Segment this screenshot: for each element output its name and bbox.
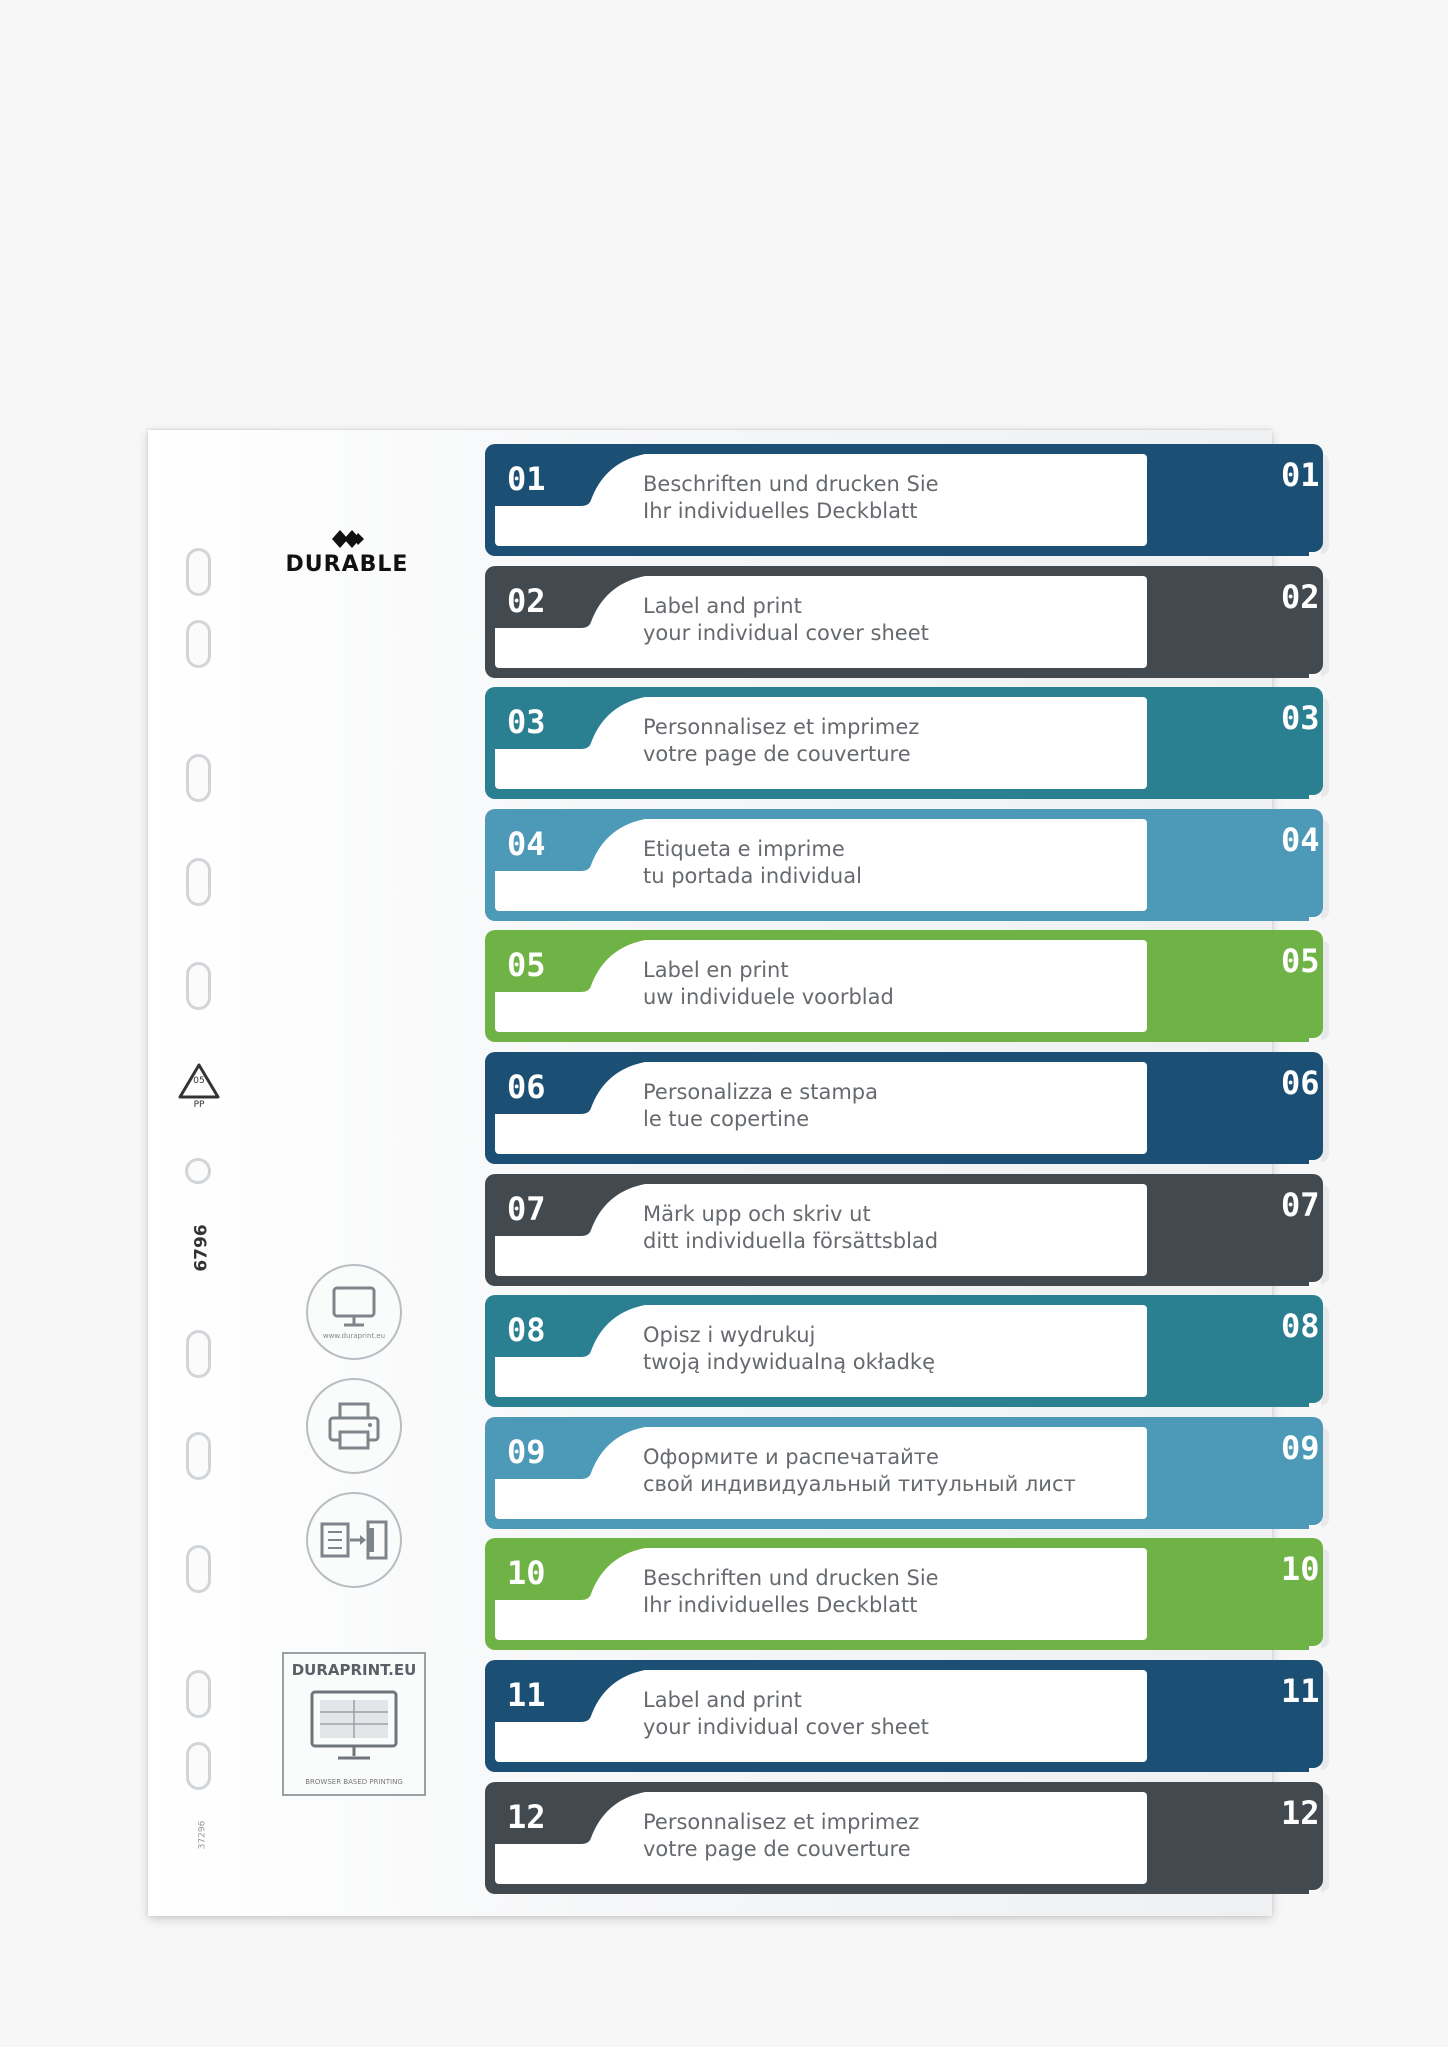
tab-text-line1: Personalizza e stampa bbox=[643, 1080, 878, 1104]
tab-text-line1: Personnalisez et imprimez bbox=[643, 715, 920, 740]
tab-edge-number: 06 bbox=[1281, 1064, 1320, 1102]
article-number: 6796 bbox=[191, 1224, 212, 1272]
tab-edge-number: 07 bbox=[1281, 1185, 1320, 1224]
tab-number: 05 bbox=[507, 946, 546, 985]
tab-text-line1: Personnalisez et imprimez bbox=[643, 1809, 920, 1834]
durable-logo bbox=[272, 528, 422, 580]
tab-text-line1: Märk upp och skriv ut bbox=[643, 1201, 871, 1226]
tab-text-line1: Beschriften und drucken Sie bbox=[643, 472, 939, 496]
tab-number: 11 bbox=[507, 1676, 546, 1714]
tab-text-line2: ditt individuella försättsblad bbox=[643, 1228, 939, 1253]
insert-circle bbox=[306, 1492, 402, 1588]
recycle-code: 05 bbox=[193, 1076, 205, 1086]
punch-hole bbox=[185, 1158, 211, 1184]
tab-number: 07 bbox=[507, 1189, 546, 1228]
recycle-material: PP bbox=[193, 1100, 205, 1110]
tab-number: 09 bbox=[507, 1432, 546, 1471]
tab-row[interactable] bbox=[485, 1660, 1320, 1772]
recycle-symbol bbox=[176, 1062, 222, 1112]
tab-edge-number: 10 bbox=[1281, 1550, 1320, 1589]
tab-text-line1: Label en print bbox=[643, 958, 789, 983]
punch-hole bbox=[186, 548, 211, 596]
diamond-logo-icon bbox=[330, 528, 368, 550]
insert-icon bbox=[308, 1494, 400, 1586]
monitor-caption: www.duraprint.eu bbox=[322, 1332, 386, 1340]
tab-text-line1: Label and print bbox=[643, 1688, 802, 1712]
tab-number: 02 bbox=[507, 581, 546, 620]
punch-hole bbox=[186, 858, 211, 906]
tab-text-line2: свой индивидуальный титульный лист bbox=[643, 1471, 1076, 1496]
tab-text-line1: Beschriften und drucken Sie bbox=[643, 1566, 939, 1591]
tab-edge-number: 08 bbox=[1281, 1307, 1320, 1346]
tab-row[interactable] bbox=[485, 809, 1320, 921]
tab-text-line2: uw individuele voorblad bbox=[643, 985, 894, 1010]
tab-edge-number: 12 bbox=[1281, 1793, 1320, 1832]
tab-text-line2: Ihr individuelles Deckblatt bbox=[643, 499, 918, 523]
tab-number: 03 bbox=[507, 703, 546, 742]
tab-text-line2: tu portada individual bbox=[643, 863, 862, 888]
punch-hole bbox=[186, 1330, 211, 1378]
tab-text-line1: Оформите и распечатайте bbox=[643, 1444, 939, 1469]
printer-icon bbox=[308, 1380, 400, 1472]
tab-edge-number: 11 bbox=[1281, 1672, 1320, 1710]
tab-number: 04 bbox=[507, 824, 546, 863]
tab-text-line2: your individual cover sheet bbox=[643, 620, 929, 645]
tab-edge-number: 01 bbox=[1281, 456, 1320, 494]
punch-hole bbox=[186, 1742, 211, 1790]
tab-number: 01 bbox=[507, 460, 546, 498]
monitor-icon bbox=[308, 1266, 400, 1358]
duraprint-title: DURAPRINT.EU bbox=[291, 1661, 417, 1679]
tab-row[interactable] bbox=[485, 1052, 1320, 1164]
article-number-small: 37296 bbox=[197, 1820, 208, 1850]
tab-text-line2: votre page de couverture bbox=[643, 1836, 911, 1861]
tab-text-line1: Etiqueta e imprime bbox=[643, 836, 845, 861]
tab-row[interactable] bbox=[485, 1295, 1320, 1407]
punch-hole bbox=[186, 1545, 211, 1593]
tab-text-line2: your individual cover sheet bbox=[643, 1715, 929, 1739]
tab-edge-number: 05 bbox=[1281, 942, 1320, 981]
punch-hole bbox=[186, 754, 211, 802]
tab-number: 10 bbox=[507, 1554, 546, 1593]
tab-edge-number: 09 bbox=[1281, 1428, 1320, 1467]
tab-text-line1: Opisz i wydrukuj bbox=[643, 1323, 816, 1348]
computer-screen-icon bbox=[284, 1684, 424, 1784]
tab-row[interactable] bbox=[485, 1538, 1320, 1650]
tab-edge-number: 03 bbox=[1281, 699, 1320, 738]
tab-row[interactable] bbox=[485, 1174, 1320, 1286]
tab-row[interactable] bbox=[485, 1417, 1320, 1529]
tab-text-line2: le tue copertine bbox=[643, 1107, 810, 1131]
tab-row[interactable] bbox=[485, 930, 1320, 1042]
tab-edge-number: 04 bbox=[1281, 820, 1320, 859]
monitor-circle bbox=[306, 1264, 402, 1360]
printer-circle bbox=[306, 1378, 402, 1474]
duraprint-box bbox=[282, 1652, 426, 1796]
tab-row[interactable] bbox=[485, 566, 1320, 678]
tab-edge-number: 02 bbox=[1281, 577, 1320, 616]
logo-text: DURABLE bbox=[285, 552, 409, 577]
punch-hole bbox=[186, 620, 211, 668]
tab-row[interactable] bbox=[485, 444, 1320, 556]
tab-row[interactable] bbox=[485, 1782, 1320, 1894]
tab-number: 06 bbox=[507, 1068, 546, 1106]
tab-text-line2: Ihr individuelles Deckblatt bbox=[643, 1593, 918, 1618]
punch-hole bbox=[186, 1670, 211, 1718]
tab-text-line2: votre page de couverture bbox=[643, 742, 911, 767]
tab-row[interactable] bbox=[485, 687, 1320, 799]
duraprint-subtitle: BROWSER BASED PRINTING bbox=[305, 1778, 403, 1786]
punch-hole bbox=[186, 1432, 211, 1480]
tab-text-line1: Label and print bbox=[643, 593, 802, 618]
punch-hole bbox=[186, 962, 211, 1010]
tab-number: 12 bbox=[507, 1797, 546, 1836]
tab-text-line2: twoją indywidualną okładkę bbox=[643, 1350, 936, 1375]
tab-number: 08 bbox=[507, 1311, 546, 1350]
